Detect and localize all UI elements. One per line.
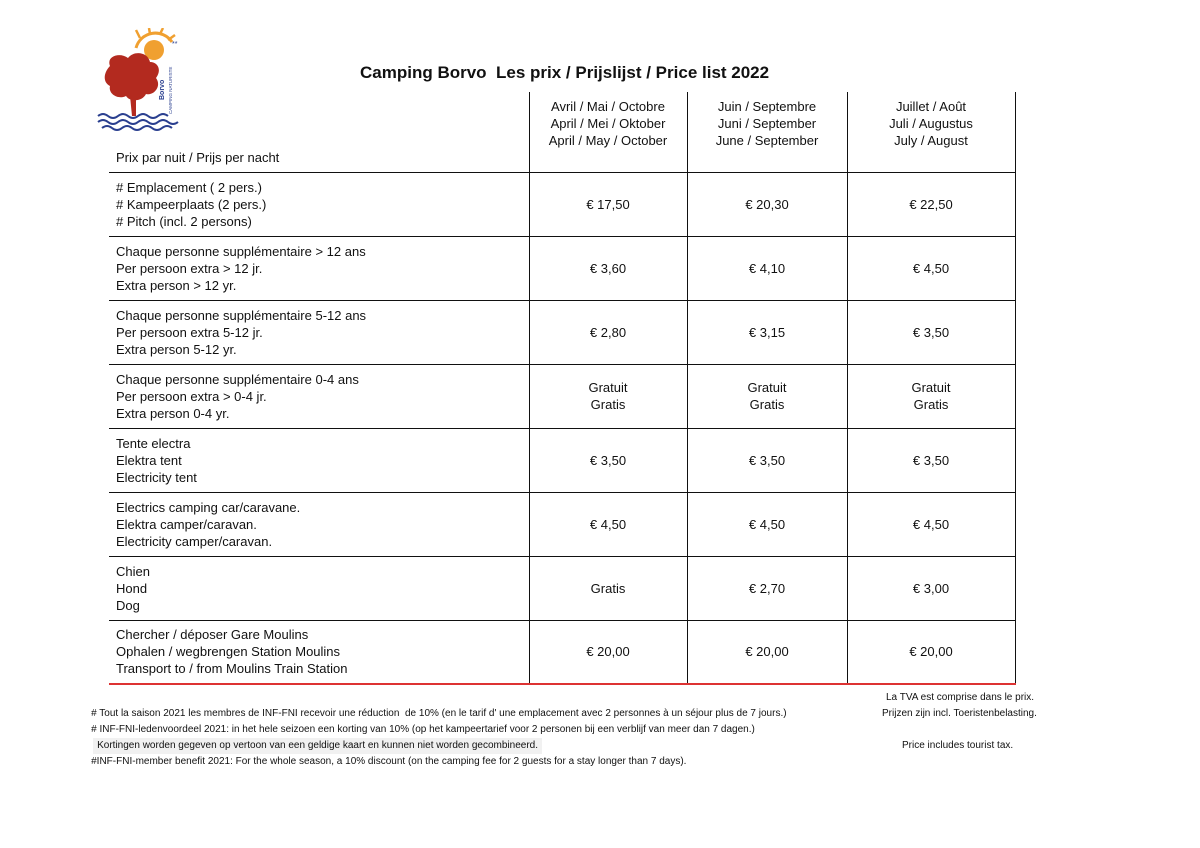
price-value: € 3,15: [748, 324, 786, 340]
row-label-dog: [109, 556, 529, 620]
row-label-line: Per persoon extra > 0-4 jr.: [116, 388, 267, 404]
logo-tagline-text: CAMPING NATURISTE: [168, 66, 173, 114]
price-value: € 20,00: [745, 644, 789, 660]
row-label-line: # Emplacement ( 2 pers.): [116, 179, 262, 195]
column-header-line: Juli / Augustus: [889, 116, 973, 131]
table-row: [109, 620, 1015, 684]
table-row: [109, 236, 1015, 300]
footnote-tax-note: Price includes tourist tax.: [902, 740, 1014, 751]
table-row: [109, 172, 1015, 236]
column-header-line: Juin / Septembre: [717, 99, 817, 114]
row-label-line: Elektra camper/caravan.: [116, 516, 257, 532]
row-label-line: Per persoon extra 5-12 jr.: [116, 324, 263, 340]
price-value: € 4,50: [748, 516, 786, 532]
table-row: [109, 492, 1015, 556]
column-header-low-season: [529, 92, 687, 172]
footnotes: [80, 690, 1037, 767]
table-row: [109, 556, 1015, 620]
price-cell: [529, 428, 687, 492]
logo-brand-text: Borvo: [159, 79, 166, 100]
price-cell: [529, 172, 687, 236]
price-value: € 17,50: [586, 196, 630, 212]
price-cell: [687, 556, 847, 620]
price-cell: [687, 492, 847, 556]
price-cell: [529, 364, 687, 428]
row-label-line: Extra person > 12 yr.: [116, 277, 237, 293]
column-header-line: July / August: [894, 133, 968, 148]
price-value: € 22,50: [909, 196, 953, 212]
price-cell: [847, 236, 1015, 300]
row-label-extra-person-infant: [109, 364, 529, 428]
price-value: € 20,00: [909, 644, 953, 660]
price-value: € 3,00: [912, 580, 950, 596]
row-label-line: Chaque personne supplémentaire 5-12 ans: [116, 307, 367, 323]
column-header-line: Juni / September: [717, 116, 817, 131]
page-title: Camping Borvo Les prix / Prijslijst / Price list 2022: [360, 63, 770, 82]
price-value: Gratuit: [588, 380, 628, 395]
row-label-pitch: [109, 172, 529, 236]
row-label-line: Ophalen / wegbrengen Station Moulins: [116, 644, 341, 660]
price-value: € 20,30: [745, 196, 789, 212]
price-value: Gratis: [590, 397, 626, 412]
price-value: € 2,80: [589, 324, 627, 340]
price-table: [109, 92, 1016, 685]
row-label-line: Chien: [116, 563, 150, 579]
price-value: € 20,00: [586, 644, 630, 660]
price-cell: [529, 556, 687, 620]
row-label-line: Transport to / from Moulins Train Station: [116, 661, 348, 677]
footnote-line-en: [80, 738, 1014, 767]
price-cell: [847, 172, 1015, 236]
price-cell: [847, 364, 1015, 428]
row-label-extra-person-child: [109, 300, 529, 364]
table-header-row: [109, 92, 1015, 172]
price-per-night-label: Prix par nuit / Prijs per nacht: [109, 92, 529, 172]
row-label-line: Electrics camping car/caravane.: [116, 499, 301, 515]
price-value: € 3,50: [589, 452, 627, 468]
table-row: [109, 364, 1015, 428]
price-cell: [529, 492, 687, 556]
price-value: € 4,10: [748, 260, 786, 276]
price-cell: [529, 300, 687, 364]
price-cell: [687, 428, 847, 492]
column-header-line: April / May / October: [548, 133, 668, 148]
column-header-line: Juillet / Août: [895, 99, 967, 114]
row-label-electricity-camper: [109, 492, 529, 556]
row-label-line: Extra person 5-12 yr.: [116, 341, 237, 357]
column-header-line: June / September: [715, 133, 819, 148]
price-value: Gratuit: [747, 380, 787, 395]
row-label-line: Chaque personne supplémentaire 0-4 ans: [116, 371, 359, 387]
price-cell: [687, 236, 847, 300]
row-label-line: Chercher / déposer Gare Moulins: [116, 627, 309, 643]
logo-stars: **: [172, 41, 178, 48]
row-label-line: Hond: [116, 580, 148, 596]
row-label-line: Chaque personne supplémentaire > 12 ans: [116, 243, 366, 259]
price-cell: [529, 236, 687, 300]
price-value: € 3,50: [912, 452, 950, 468]
row-label-line: Electricity camper/caravan.: [116, 533, 273, 549]
price-value: € 2,70: [748, 580, 786, 596]
footnote-text: # INF-FNI-ledenvoordeel 2021: in het hele seizoen een korting van 10% (op het kampeertarief voor 2 personen bij een verblijf van meer dan 7 dagen.): [91, 724, 755, 735]
footnote-tax-note: Prijzen zijn incl. Toeristenbelasting.: [882, 708, 1037, 719]
price-value: € 4,50: [912, 516, 950, 532]
price-cell: [687, 300, 847, 364]
row-label-line: # Kampeerplaats (2 pers.): [116, 196, 267, 212]
price-value: € 3,50: [748, 452, 786, 468]
column-header-line: Avril / Mai / Octobre: [551, 99, 665, 114]
row-label-extra-person-adult: [109, 236, 529, 300]
price-value: € 3,60: [589, 260, 627, 276]
row-label-line: Extra person 0-4 yr.: [116, 405, 230, 421]
row-label-line: Dog: [116, 597, 140, 613]
footnote-text: # Tout la saison 2021 les membres de INF-FNI recevoir une réduction de 10% (en le tarif d' une emplacement avec 2 personnes à un séjour plus de 7 jours.): [91, 708, 787, 719]
table-row: [109, 300, 1015, 364]
price-cell: [847, 300, 1015, 364]
price-value: Gratis: [590, 580, 626, 596]
row-label-train-transport: [109, 620, 529, 684]
column-header-line: April / Mei / Oktober: [550, 116, 666, 131]
table-row: [109, 428, 1015, 492]
row-label-line: Elektra tent: [116, 452, 182, 468]
footnote-line-nl-extra: [80, 722, 787, 751]
price-value: Gratis: [913, 397, 949, 412]
price-value: € 3,50: [912, 324, 950, 340]
price-value: Gratis: [749, 397, 785, 412]
footnote-vat-note: La TVA est comprise dans le prix.: [886, 692, 1035, 703]
price-cell: [687, 172, 847, 236]
row-label-line: Electricity tent: [116, 469, 197, 485]
price-cell: [529, 620, 687, 684]
row-label-electricity-tent: [109, 428, 529, 492]
price-cell: [847, 556, 1015, 620]
price-value: € 4,50: [912, 260, 950, 276]
row-label-line: Per persoon extra > 12 jr.: [116, 260, 263, 276]
column-header-mid-season: [687, 92, 847, 172]
row-label-line: # Pitch (incl. 2 persons): [116, 213, 252, 229]
footnote-text: Kortingen worden gegeven op vertoon van een geldige kaart en kunnen niet worden gecombineerd.: [93, 738, 542, 754]
row-label-line: Tente electra: [116, 435, 191, 451]
price-cell: [847, 620, 1015, 684]
price-cell: [687, 620, 847, 684]
column-header-high-season: [847, 92, 1015, 172]
footnote-text: #INF-FNI-member benefit 2021: For the whole season, a 10% discount (on the camping fee for 2 guests for a stay longer than 7 days).: [91, 756, 687, 767]
price-value: € 4,50: [589, 516, 627, 532]
price-value: Gratuit: [911, 380, 951, 395]
price-cell: [687, 364, 847, 428]
footnote-line-nl: [80, 706, 1037, 735]
price-cell: [847, 428, 1015, 492]
price-cell: [847, 492, 1015, 556]
